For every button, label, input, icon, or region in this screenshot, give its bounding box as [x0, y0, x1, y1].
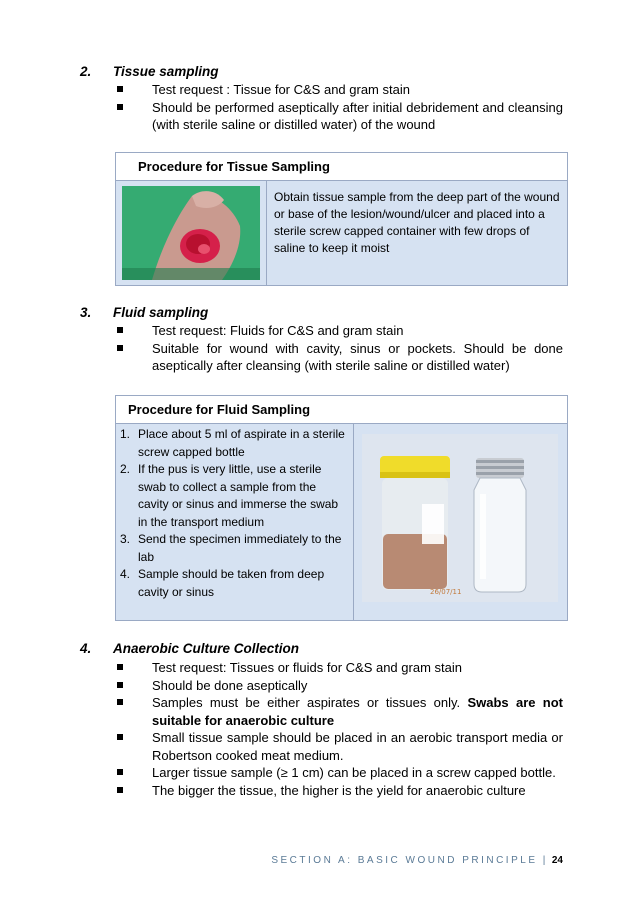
list-item: 3. Send the specimen immediately to the lab [120, 532, 342, 564]
section-heading-fluid-sampling [80, 305, 208, 320]
emphasis-text: Swabs are not suitable for anaerobic culture [152, 695, 563, 728]
specimen-containers-photo [362, 434, 558, 602]
bullet-list [115, 322, 563, 375]
bullet-square-icon [117, 104, 123, 110]
section-heading-tissue-sampling [80, 64, 219, 79]
footer-section-label: SECTION A: BASIC WOUND PRINCIPLE | [271, 855, 548, 866]
list-item: Test request: Tissues or fluids for C&S and gram stain [115, 659, 563, 677]
list-item: Test request: Fluids for C&S and gram stain [115, 322, 563, 340]
list-item: 2. If the pus is very little, use a sterile swab to collect a sample from the cavity or sinus and immerse the swab in the transport medium [120, 462, 339, 529]
bullet-square-icon [117, 664, 123, 670]
divider [266, 181, 267, 285]
section-title: Fluid sampling [113, 305, 209, 320]
wound-photo [122, 186, 260, 280]
bullet-square-icon [117, 327, 123, 333]
bullet-square-icon [117, 345, 123, 351]
bullet-square-icon [117, 86, 123, 92]
bullet-list [115, 659, 563, 799]
list-item: Should be performed aseptically after initial debridement and cleansing (with sterile saline or distilled water) of the wound [115, 99, 563, 134]
bullet-square-icon [117, 787, 123, 793]
procedure-title: Procedure for Tissue Sampling [116, 153, 567, 181]
procedure-text: Obtain tissue sample from the deep part of the wound or base of the lesion/wound/ulcer and placed into a sterile screw capped container with few drops of saline to keep it moist [274, 190, 560, 255]
section-title: Anaerobic Culture Collection [113, 641, 300, 656]
list-item: Samples must be either aspirates or tissues only. Swabs are not suitable for anaerobic culture [115, 694, 563, 729]
bullet-square-icon [117, 682, 123, 688]
list-item: Small tissue sample should be placed in an aerobic transport media or Robertson cooked meat medium. [115, 729, 563, 764]
bullet-square-icon [117, 769, 123, 775]
svg-text:26/07/11: 26/07/11 [430, 588, 462, 596]
section-title: Tissue sampling [113, 64, 219, 79]
procedure-title: Procedure for Fluid Sampling [116, 396, 567, 424]
list-item: Larger tissue sample (≥ 1 cm) can be placed in a screw capped bottle. [115, 764, 563, 782]
list-item: Test request : Tissue for C&S and gram stain [115, 81, 563, 99]
bullet-square-icon [117, 734, 123, 740]
list-item: 1. Place about 5 ml of aspirate in a sterile screw capped bottle [120, 427, 345, 459]
bullet-list [115, 81, 563, 134]
procedure-steps [118, 426, 350, 601]
procedure-box-tissue [115, 152, 568, 286]
section-number: 2. [80, 64, 92, 79]
wound-icon [122, 186, 260, 280]
list-item: Suitable for wound with cavity, sinus or pockets. Should be done aseptically after cleansing (with sterile saline or distilled water) [115, 340, 563, 375]
section-number: 4. [80, 641, 92, 656]
procedure-box-fluid [115, 395, 568, 621]
specimen-bottle-icon [362, 434, 558, 602]
list-item: Should be done aseptically [115, 677, 563, 695]
bullet-square-icon [117, 699, 123, 705]
list-item: 4. Sample should be taken from deep cavity or sinus [120, 567, 325, 599]
divider [353, 424, 354, 620]
section-heading-anaerobic-culture [80, 641, 299, 656]
list-item: The bigger the tissue, the higher is the yield for anaerobic culture [115, 782, 563, 800]
page-number: 24 [551, 855, 563, 866]
section-number: 3. [80, 305, 92, 320]
page-footer [271, 855, 563, 866]
